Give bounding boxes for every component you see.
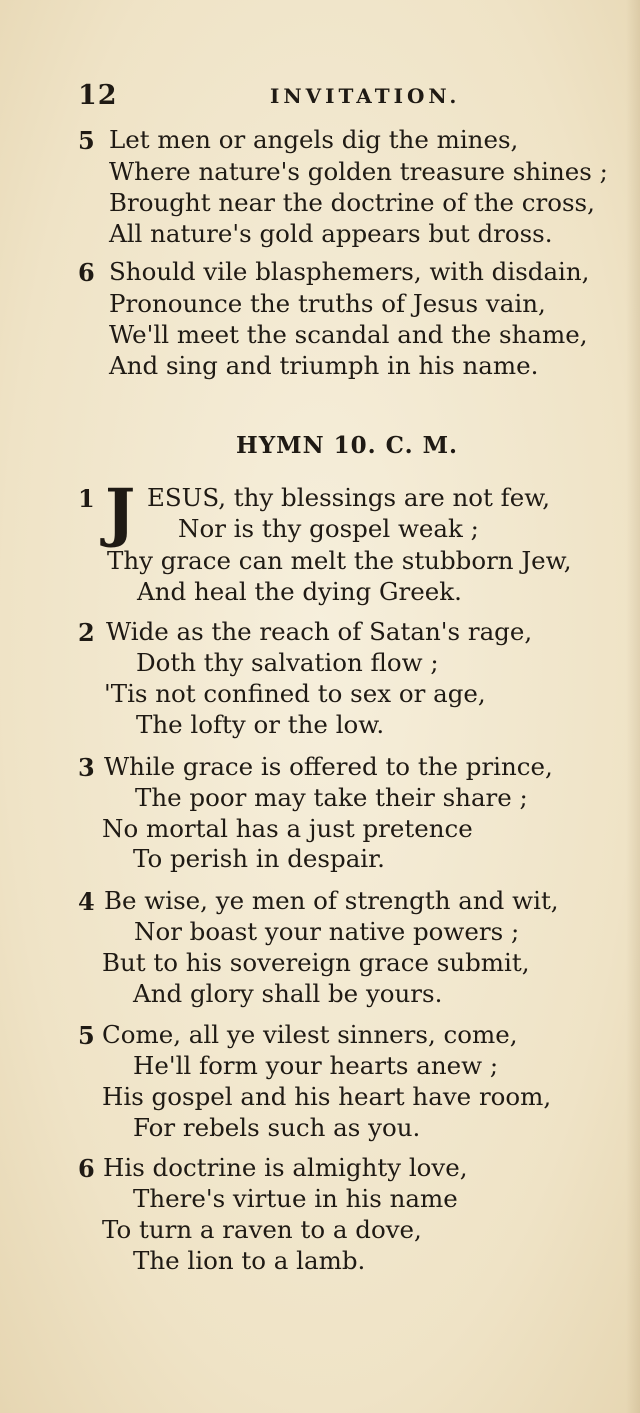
page-number: 12 [78,80,118,111]
verse-line: To turn a raven to a dove, [102,1215,422,1244]
verse-line: To perish in despair. [133,844,385,873]
page-edge-shadow [626,0,640,1413]
verse-line: Thy grace can melt the stubborn Jew, [107,546,572,575]
verse-line: While grace is offered to the prince, [104,752,553,781]
stanza-number: 5 [78,126,95,155]
verse-line: Be wise, ye men of strength and wit, [104,886,559,915]
verse-line: There's virtue in his name [133,1184,458,1213]
page-header [78,80,618,116]
verse-line: But to his sovereign grace submit, [102,948,530,977]
verse-line: Wide as the reach of Satan's rage, [106,617,533,646]
stanza-number: 4 [78,887,95,916]
verse-line: Nor is thy gospel weak ; [178,514,479,543]
verse-line: The poor may take their share ; [135,783,528,812]
stanza-number: 6 [78,258,95,287]
stanza-number: 6 [78,1154,95,1183]
verse-line: No mortal has a just pretence [102,814,473,843]
stanza-number: 1 [78,484,95,513]
hymn-title: HYMN 10. C. M. [236,432,459,459]
stanza-number: 5 [78,1021,95,1050]
verse-line: The lion to a lamb. [133,1246,366,1275]
verse-line: ESUS, thy blessings are not few, [147,483,551,512]
verse-line: His doctrine is almighty love, [103,1153,468,1182]
running-head: INVITATION. [270,84,461,108]
verse-line: Let men or angels dig the mines, [109,125,519,154]
verse-line: And heal the dying Greek. [137,577,462,606]
verse-line: Come, all ye vilest sinners, come, [102,1020,518,1049]
verse-line: He'll form your hearts anew ; [133,1051,499,1080]
verse-line: Where nature's golden treasure shines ; [109,157,608,186]
verse-line: And sing and triumph in his name. [109,351,539,380]
verse-line: Brought near the doctrine of the cross, [109,188,595,217]
verse-line: All nature's gold appears but dross. [109,219,553,248]
verse-line: His gospel and his heart have room, [102,1082,552,1111]
drop-cap: J [105,475,136,550]
verse-line: 'Tis not confined to sex or age, [104,679,486,708]
verse-line: Doth thy salvation flow ; [136,648,439,677]
stanza-number: 3 [78,753,95,782]
stanza-number: 2 [78,618,95,647]
verse-line: Nor boast your native powers ; [134,917,520,946]
verse-line: We'll meet the scandal and the shame, [109,320,588,349]
verse-line: Pronounce the truths of Jesus vain, [109,289,546,318]
verse-line: The lofty or the low. [136,710,385,739]
verse-line: And glory shall be yours. [133,979,443,1008]
verse-line: Should vile blasphemers, with disdain, [109,257,590,286]
verse-line: For rebels such as you. [133,1113,421,1142]
